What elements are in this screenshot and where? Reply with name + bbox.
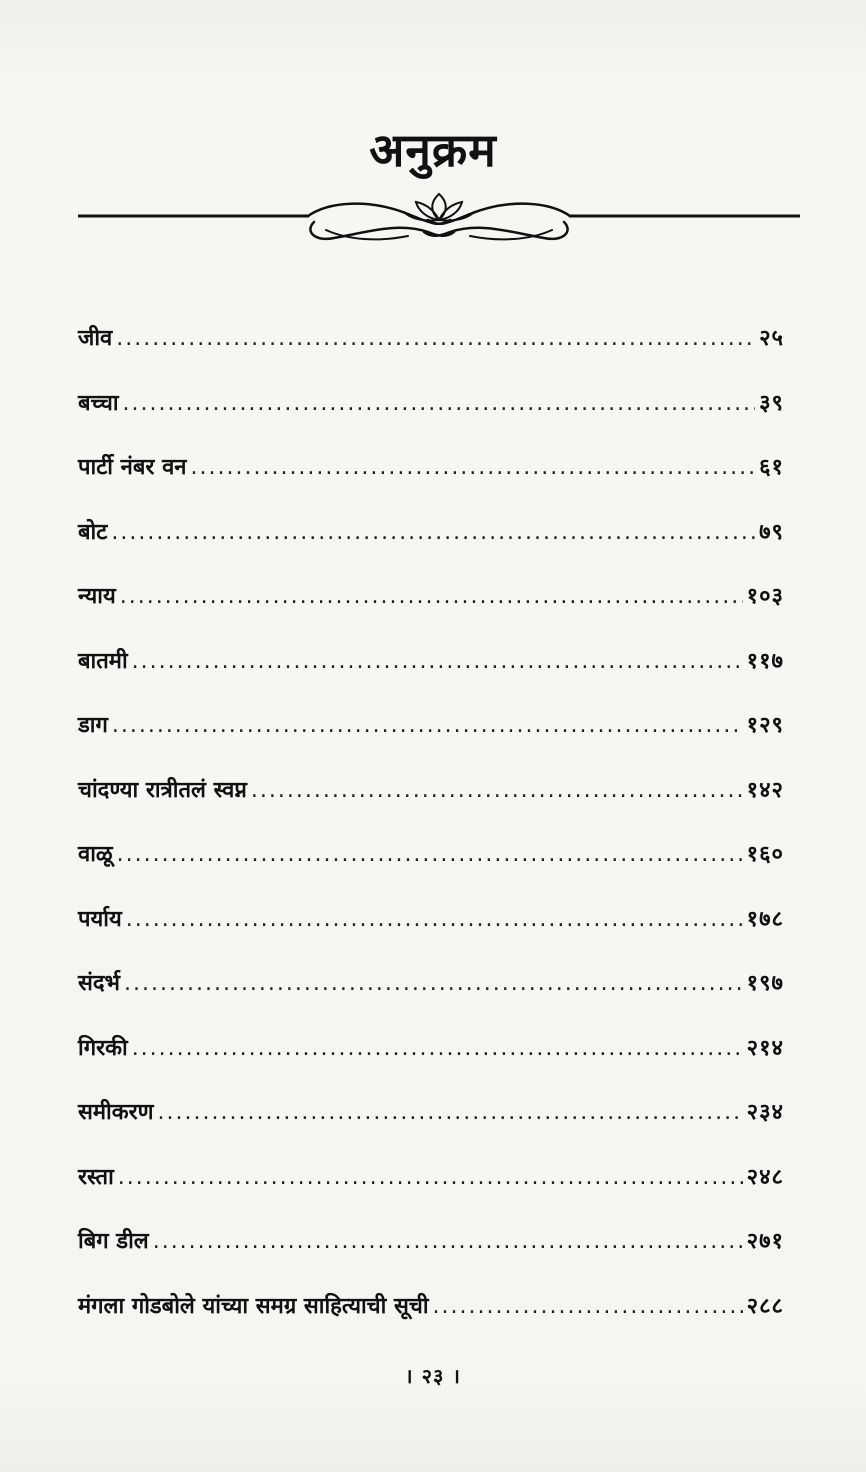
toc-entry-title: गिरकी: [78, 1035, 128, 1061]
toc-entry: [78, 1290, 784, 1355]
toc-entry-page: १९७: [746, 971, 784, 996]
toc-entry: [78, 580, 784, 645]
table-of-contents: [78, 322, 784, 1354]
toc-entry-page: १२९: [746, 713, 784, 738]
toc-entry-page: २७१: [746, 1229, 784, 1254]
toc-entry-page: २४८: [746, 1164, 784, 1190]
page-title: अनुक्रम: [369, 123, 497, 177]
dot-leader: [191, 455, 756, 480]
toc-entry: [78, 1225, 784, 1290]
dot-leader: [112, 713, 743, 738]
toc-entry: [78, 1161, 784, 1226]
toc-entry-page: ६१: [759, 455, 784, 480]
dot-leader: [153, 1229, 743, 1254]
dot-leader: [117, 842, 743, 867]
dot-leader: [251, 778, 743, 803]
toc-entry-title: मंगला गोडबोले यांच्या समग्र साहित्याची सूची: [78, 1293, 429, 1319]
dot-leader: [111, 520, 755, 545]
toc-entry-page: १०३: [746, 584, 784, 609]
dot-leader: [116, 326, 755, 351]
toc-entry: [78, 709, 784, 774]
toc-entry-page: २१४: [746, 1035, 784, 1061]
toc-entry: [78, 903, 784, 968]
dot-leader: [433, 1294, 743, 1319]
toc-entry: [78, 516, 784, 581]
toc-entry-title: वाळू: [78, 842, 113, 867]
toc-entry-page: १६०: [746, 842, 784, 867]
toc-entry-title: चांदण्या रात्रीतलं स्वप्न: [78, 777, 247, 803]
toc-entry-title: रस्ता: [78, 1164, 114, 1190]
toc-entry: [78, 838, 784, 903]
toc-entry: [78, 774, 784, 839]
dot-leader: [118, 1165, 743, 1190]
toc-entry-page: २३४: [746, 1100, 784, 1125]
toc-entry-page: ७९: [759, 519, 784, 545]
toc-entry-page: १७८: [746, 906, 784, 932]
toc-entry-page: ११७: [746, 648, 784, 674]
toc-entry-title: समीकरण: [78, 1100, 154, 1125]
dot-leader: [124, 971, 743, 996]
toc-entry-title: बातमी: [78, 648, 128, 674]
toc-entry: [78, 645, 784, 710]
page-number: । २३ ।: [405, 1364, 461, 1388]
toc-entry-title: बिग डील: [78, 1229, 149, 1254]
toc-entry-title: बोट: [78, 519, 108, 545]
toc-entry: [78, 322, 784, 387]
toc-entry-title: बच्चा: [78, 390, 119, 416]
dot-leader: [132, 649, 743, 674]
lotus-scroll-divider-icon: [78, 192, 800, 252]
dot-leader: [158, 1100, 743, 1125]
toc-entry-title: डाग: [78, 713, 108, 738]
toc-entry-title: जीव: [78, 326, 113, 351]
toc-entry: [78, 451, 784, 516]
toc-entry-page: २८८: [746, 1293, 784, 1319]
dot-leader: [123, 391, 756, 416]
toc-entry-title: संदर्भ: [78, 971, 121, 996]
toc-entry-page: १४२: [746, 777, 784, 803]
toc-entry: [78, 1096, 784, 1161]
toc-entry: [78, 967, 784, 1032]
toc-entry-title: पार्टी नंबर वन: [78, 455, 187, 480]
toc-entry: [78, 387, 784, 452]
dot-leader: [132, 1036, 743, 1061]
dot-leader: [126, 907, 743, 932]
toc-entry-title: न्याय: [78, 584, 116, 609]
toc-entry-page: ३९: [759, 390, 784, 416]
toc-entry: [78, 1032, 784, 1097]
toc-entry-page: २५: [759, 326, 784, 351]
dot-leader: [120, 584, 743, 609]
toc-entry-title: पर्याय: [78, 906, 122, 932]
